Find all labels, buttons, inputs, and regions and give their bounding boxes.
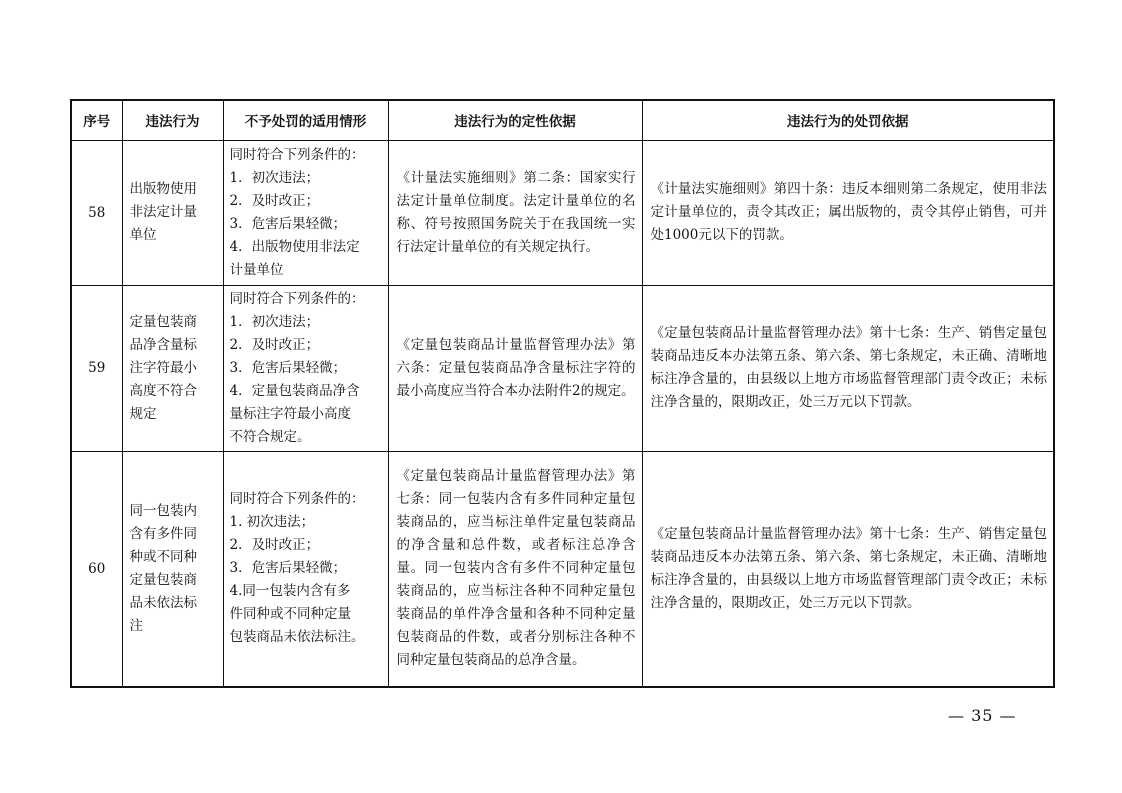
exempt-conditions-cell: 同时符合下列条件的： 1．初次违法； 2．及时改正； 3．危害后果轻微； 4．定量包装商品净含 量标注字符最小高度 不符合规定。: [223, 285, 388, 451]
header-qualitative-basis: 违法行为的定性依据: [388, 100, 642, 140]
table-row: [71, 451, 1054, 687]
violation-cell: 同一包装内 含有多件同 种或不同种 定量包装商 品未依法标 注: [122, 451, 223, 687]
header-index: 序号: [71, 100, 122, 140]
penalty-basis-cell: 《计量法实施细则》第四十条：违反本细则第二条规定，使用非法定计量单位的，责令其改正；属出版物的，责令其停止销售，可并处1000元以下的罚款。: [642, 140, 1054, 285]
row-index: 59: [71, 285, 122, 451]
penalty-basis-cell: 《定量包装商品计量监督管理办法》第十七条：生产、销售定量包装商品违反本办法第五条、第六条、第七条规定，未正确、清晰地标注净含量的，由县级以上地方市场监督管理部门责令改正；未标注净含量的，限期改正，处三万元以下罚款。: [642, 451, 1054, 687]
qualitative-basis-cell: 《计量法实施细则》第二条：国家实行法定计量单位制度。法定计量单位的名称、符号按照国务院关于在我国统一实行法定计量单位的有关规定执行。: [388, 140, 642, 285]
violation-cell: 定量包装商 品净含量标 注字符最小 高度不符合 规定: [122, 285, 223, 451]
row-index: 60: [71, 451, 122, 687]
table-row: [71, 140, 1054, 285]
header-exempt-conditions: 不予处罚的适用情形: [223, 100, 388, 140]
header-penalty-basis: 违法行为的处罚依据: [642, 100, 1054, 140]
table-row: [71, 285, 1054, 451]
row-index: 58: [71, 140, 122, 285]
qualitative-basis-cell: 《定量包装商品计量监督管理办法》第六条：定量包装商品净含量标注字符的最小高度应当符合本办法附件2的规定。: [388, 285, 642, 451]
penalty-basis-cell: 《定量包装商品计量监督管理办法》第十七条：生产、销售定量包装商品违反本办法第五条、第六条、第七条规定，未正确、清晰地标注净含量的，由县级以上地方市场监督管理部门责令改正；未标注净含量的，限期改正，处三万元以下罚款。: [642, 285, 1054, 451]
violation-cell: 出版物使用 非法定计量 单位: [122, 140, 223, 285]
page-number: — 35 —: [948, 706, 1017, 725]
exempt-conditions-cell: 同时符合下列条件的： 1．初次违法； 2．及时改正； 3．危害后果轻微； 4．出版物使用非法定 计量单位: [223, 140, 388, 285]
exempt-conditions-cell: 同时符合下列条件的： 1. 初次违法； 2．及时改正； 3．危害后果轻微； 4.同一包装内含有多 件同种或不同种定量 包装商品未依法标注。: [223, 451, 388, 687]
qualitative-basis-cell: 《定量包装商品计量监督管理办法》第七条：同一包装内含有多件同种定量包装商品的，应当标注单件定量包装商品的净含量和总件数，或者标注总净含量。同一包装内含有多件不同种定量包装商品的，应当标注各种不同种定量包装商品的单件净含量和各种不同种定量包装商品的件数，或者分别标注各种不同种定量包装商品的总净含量。: [388, 451, 642, 687]
header-violation: 违法行为: [122, 100, 223, 140]
table-header-row: [71, 100, 1054, 140]
penalty-exemption-table: [70, 99, 1055, 688]
